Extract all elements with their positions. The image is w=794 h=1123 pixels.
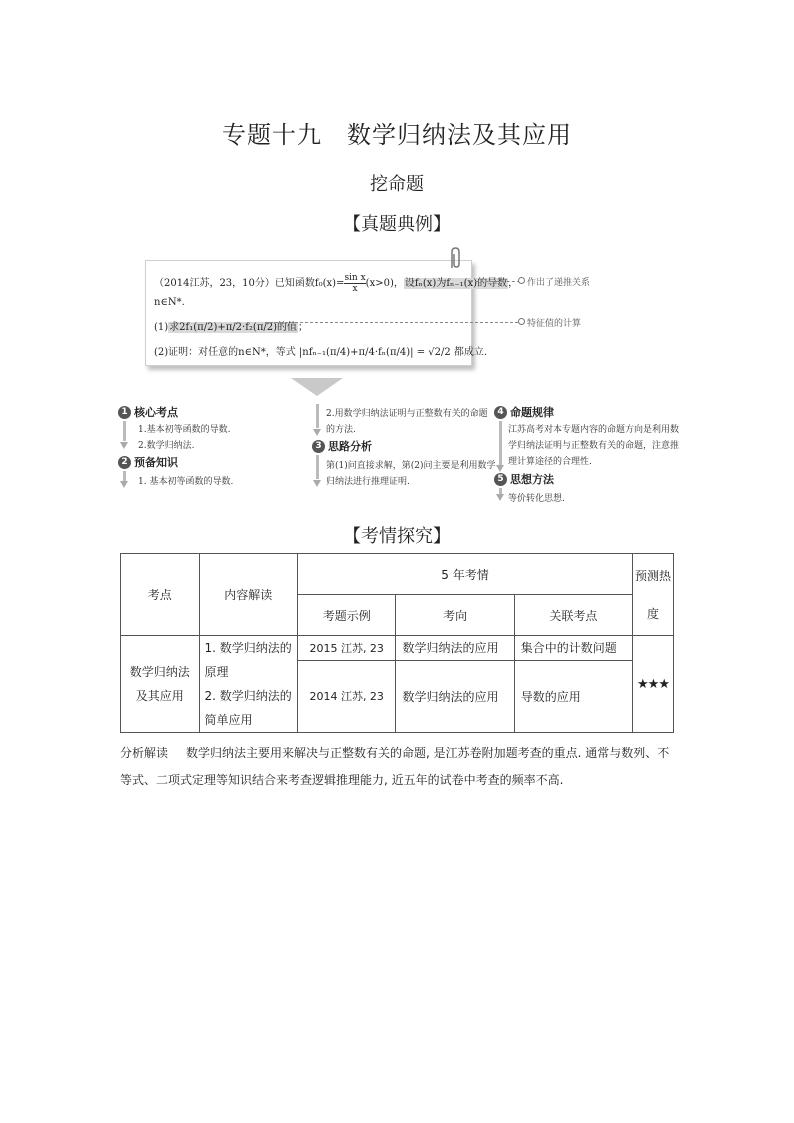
step-1-badge: 1 <box>118 406 131 419</box>
problem-line-2: n∈N*. <box>154 297 185 308</box>
core-point-item-continued: 2.用数学归纳法证明与正整数有关的命题 <box>326 409 488 419</box>
problem-part-2: (2)证明：对任意的n∈N*，等式 |nfₙ₋₁(π/4)+π/4·fₙ(π/4)| = √2/2 都成立. <box>154 347 488 358</box>
note-1: 作出了递推关系 <box>527 278 591 288</box>
cell-shili: 2015 江苏, 23 <box>297 636 396 661</box>
problem-line1-end: ， <box>508 278 519 289</box>
section-explore-heading: 【考情探究】 <box>343 526 451 547</box>
cell-kaodian <box>121 636 200 733</box>
part1-end: ； <box>298 322 309 333</box>
step-3-badge: 3 <box>312 440 325 453</box>
problem-source: （2014江苏，23，10分）已知函数 <box>154 278 315 289</box>
proposition-rule-item: 学归纳法证明与正整数有关的命题，注意推 <box>508 441 680 451</box>
part1-highlight: 求2f₁(π/2)+π/2·f₂(π/2)的值 <box>169 322 298 333</box>
proposition-rule-item: 理计算途径的合理性. <box>508 457 592 467</box>
core-points-header <box>118 404 178 420</box>
cell-neirong <box>199 636 297 733</box>
header-yuce <box>633 554 674 636</box>
down-triangle-icon <box>291 378 343 396</box>
problem-func-def: f₀(x)= <box>314 278 345 289</box>
fraction-denominator: x <box>352 284 358 294</box>
problem-line-1 <box>154 273 518 294</box>
header-neirong: 内容解读 <box>199 554 297 636</box>
cell-guanlian: 集合中的计数问题 <box>514 636 632 661</box>
neirong-line: 2. 数学归纳法的 <box>204 689 292 703</box>
cell-shili: 2014 江苏, 23 <box>297 660 396 733</box>
down-arrow-icon <box>496 494 504 501</box>
kaodian-line1: 数学归纳法 <box>129 665 190 679</box>
problem-fraction <box>344 273 365 294</box>
flow-bar <box>316 455 319 479</box>
down-arrow-icon <box>313 429 321 436</box>
idea-analysis-title: 思路分析 <box>328 440 372 453</box>
header-kaoxiang: 考向 <box>396 595 514 636</box>
proposition-rule-title: 命题规律 <box>510 406 554 419</box>
cell-guanlian: 导数的应用 <box>514 660 632 733</box>
exam-analysis-table <box>120 553 674 733</box>
thinking-method-item: 等价转化思想. <box>508 494 565 504</box>
part1-prefix: (1) <box>154 322 169 333</box>
down-arrow-icon <box>313 480 321 487</box>
proposition-rule-item: 江苏高考对本专题内容的命题方向是利用数 <box>508 425 680 435</box>
header-guanlian: 关联考点 <box>514 595 632 636</box>
cell-stars: ★★★ <box>633 636 674 733</box>
table-row <box>121 636 674 661</box>
cell-kaoxiang: 数学归纳法的应用 <box>396 660 514 733</box>
problem-derivative-highlight: 设fₙ(x)为fₙ₋₁(x)的导数 <box>404 278 508 289</box>
page-subtitle: 挖命题 <box>370 174 424 195</box>
analysis-label: 分析解读 <box>120 746 169 760</box>
flow-bar <box>123 471 126 481</box>
thinking-method-header <box>494 471 554 487</box>
flow-bar <box>123 421 126 441</box>
core-point-item: 2.数学归纳法. <box>138 441 195 451</box>
problem-condition: (x>0)， <box>365 278 404 289</box>
core-point-item-continued: 的方法. <box>326 425 356 435</box>
core-points-title: 核心考点 <box>134 406 178 419</box>
header-yuce-line1: 预测热 <box>635 568 672 583</box>
flow-bar <box>499 421 502 465</box>
flow-column-2 <box>312 404 496 496</box>
flow-column-3 <box>494 404 684 504</box>
proposition-rule-header <box>494 404 554 420</box>
flow-column-1 <box>118 404 308 494</box>
cell-kaoxiang: 数学归纳法的应用 <box>396 636 514 661</box>
prep-knowledge-item: 1. 基本初等函数的导数. <box>138 477 234 487</box>
note-2: 特征值的计算 <box>527 319 582 329</box>
neirong-line: 简单应用 <box>204 713 253 727</box>
analysis-text: 数学归纳法主要用来解决与正整数有关的命题, 是江苏卷附加题考查的重点. 通常与数列、不等式、二项式定理等知识结合来考查逻辑推理能力, 近五年的试卷中考查的频率不高. <box>120 746 670 787</box>
header-shili: 考题示例 <box>297 595 396 636</box>
kaodian-line2: 及其应用 <box>135 689 184 703</box>
problem-part-1 <box>154 318 308 333</box>
core-point-item: 1.基本初等函数的导数. <box>138 425 231 435</box>
down-arrow-icon <box>120 481 128 488</box>
header-yuce-line2: 度 <box>647 606 660 621</box>
note-1-connector <box>470 281 520 282</box>
note-2-connector <box>265 322 518 323</box>
step-5-badge: 5 <box>494 473 507 486</box>
page-title: 专题十九 数学归纳法及其应用 <box>222 121 572 149</box>
note-1-dot <box>518 277 525 284</box>
problem-card <box>145 260 519 366</box>
header-5year: 5 年考情 <box>297 554 632 595</box>
neirong-line: 1. 数学归纳法的 <box>204 641 292 655</box>
prep-knowledge-title: 预备知识 <box>134 456 178 469</box>
flow-bar <box>316 404 319 428</box>
paperclip-icon <box>448 246 462 270</box>
idea-analysis-item: 归纳法进行推理证明. <box>326 477 410 487</box>
prep-knowledge-header <box>118 454 178 470</box>
note-2-dot <box>518 318 525 325</box>
fraction-numerator: sin x <box>344 273 366 283</box>
analysis-paragraph <box>120 740 676 794</box>
step-2-badge: 2 <box>118 456 131 469</box>
header-kaodian: 考点 <box>121 554 200 636</box>
idea-analysis-item: 第(1)问直接求解，第(2)问主要是利用数学 <box>326 461 496 471</box>
idea-analysis-header <box>312 438 372 454</box>
neirong-line: 原理 <box>204 665 229 679</box>
down-arrow-icon <box>120 442 128 449</box>
step-4-badge: 4 <box>494 406 507 419</box>
section-examples-heading: 【真题典例】 <box>343 214 451 235</box>
thinking-method-title: 思想方法 <box>510 473 554 486</box>
